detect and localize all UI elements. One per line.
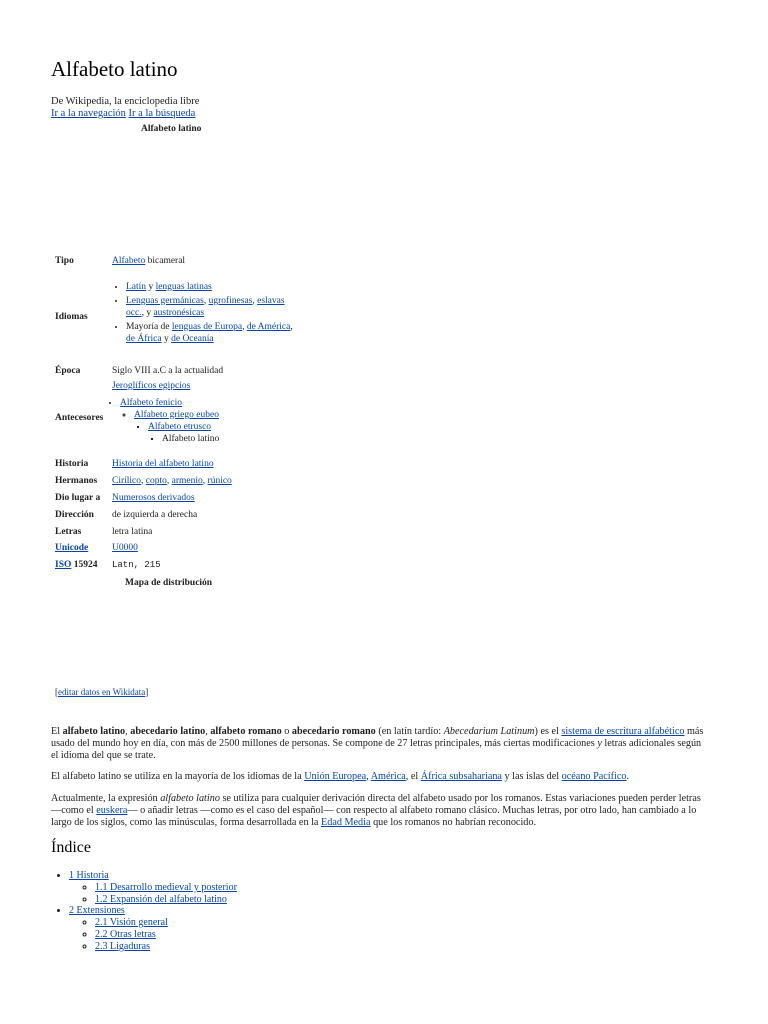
separator: ,	[242, 321, 247, 332]
text: o	[281, 726, 292, 737]
wikidata-edit	[55, 687, 305, 698]
toc-item	[95, 882, 237, 894]
infobox-row-direccion	[51, 510, 301, 522]
separator: ,	[252, 295, 258, 306]
table-of-contents	[60, 870, 237, 953]
list-item: ▪ Alfabeto latino	[162, 434, 301, 446]
infobox-label-historia: Historia	[55, 459, 89, 469]
text: ) es el	[534, 726, 562, 737]
bold-term: alfabeto latino	[62, 726, 126, 737]
toc-item	[95, 894, 237, 906]
text: que los romanos no habrían reconocido.	[370, 817, 537, 829]
toc-link-expansion[interactable]: 1.2 Expansión del alfabeto latino	[95, 893, 227, 905]
toc-item	[69, 905, 237, 952]
infobox-value-iso: Latn, 215	[112, 560, 161, 570]
list-item	[148, 422, 301, 446]
text: se utiliza para cualquier derivación directa del alfabeto usado por los romanos. Estas variaciones pueden perder letras —como el	[51, 793, 701, 817]
separator: ,	[290, 321, 293, 332]
italic-term: alfabeto latino	[160, 793, 220, 804]
list-item	[120, 398, 301, 446]
euskera-link[interactable]: euskera	[96, 805, 128, 817]
infobox-label-epoca: Época	[55, 366, 81, 376]
intro-paragraph-1	[51, 726, 711, 763]
sistema-escritura-link[interactable]: sistema de escritura alfabético	[561, 726, 685, 737]
toc-link-vision-general[interactable]: 2.1 Visión general	[95, 917, 168, 929]
toc-item	[69, 870, 237, 905]
alfabeto-griego-link[interactable]: Alfabeto griego eubeo	[134, 409, 219, 420]
alfabeto-fenicio-link[interactable]: Alfabeto fenicio	[120, 397, 182, 408]
derivados-link[interactable]: Numerosos derivados	[112, 493, 195, 503]
toc-item	[95, 929, 237, 941]
infobox-row-epoca	[51, 366, 301, 378]
infobox-value-dio-lugar	[112, 493, 301, 505]
bold-term: abecedario latino	[130, 726, 206, 737]
de-oceania-link[interactable]: de Oceanía	[171, 333, 214, 344]
text: más usado del mundo hoy en día, con más de 2500 millones de personas. Se compone de 27 letras principales, más ciertas modificaciones	[51, 726, 704, 750]
edad-media-link[interactable]: Edad Media	[321, 817, 371, 829]
intro-paragraph-2	[51, 771, 711, 783]
infobox-label-letras: Letras	[55, 527, 82, 537]
lenguas-latinas-link[interactable]: lenguas latinas	[155, 282, 212, 292]
text: Actualmente, la expresión	[51, 793, 161, 804]
infobox-row-letras	[51, 527, 301, 539]
text: (en latín tardío:	[375, 726, 444, 737]
text: .	[626, 771, 629, 782]
armenio-link[interactable]: armenio	[171, 476, 203, 486]
infobox-row-historia	[51, 459, 301, 471]
infobox-row-dio-lugar	[51, 493, 301, 505]
separator: , y	[141, 307, 154, 318]
toc-link-extensiones[interactable]: 2 Extensiones	[69, 905, 125, 917]
de-africa-link[interactable]: de África	[126, 333, 162, 344]
unicode-link[interactable]: Unicode	[55, 543, 89, 553]
bold-term: alfabeto romano	[210, 726, 282, 737]
oceano-pacifico-link[interactable]: océano Pacífico	[561, 771, 627, 782]
list-item	[126, 282, 301, 294]
page-subtitle: De Wikipedia, la enciclopedia libre	[51, 96, 200, 107]
america-link[interactable]: América	[370, 771, 406, 782]
text: y las islas del	[501, 771, 562, 782]
africa-subsahariana-link[interactable]: África subsahariana	[420, 771, 502, 782]
text: El	[51, 726, 63, 737]
toc-link-historia[interactable]: 1 Historia	[69, 870, 109, 881]
infobox-value-idiomas	[112, 282, 301, 345]
ugrofinesas-link[interactable]: ugrofinesas	[208, 295, 253, 306]
austronesicas-link[interactable]: austronésicas	[153, 307, 205, 318]
text: ,	[366, 771, 371, 782]
infobox-label-unicode	[51, 543, 112, 555]
infobox-value-epoca: Siglo VIII a.C a la actualidad	[112, 366, 224, 376]
infobox-row-antecesores	[51, 381, 301, 445]
infobox-value-tipo	[112, 256, 301, 268]
jump-to-search-link[interactable]: Ir a la búsqueda	[128, 108, 196, 119]
infobox-value-historia	[112, 459, 301, 471]
union-europea-link[interactable]: Unión Europea	[304, 771, 367, 782]
separator: ,	[203, 295, 209, 306]
toc-item	[95, 917, 237, 929]
eslavas-link[interactable]: eslavas occ.	[126, 295, 285, 318]
text: , el	[405, 771, 421, 782]
toc-heading: Índice	[51, 839, 91, 856]
text: — o añadir letras —como es el caso del español— con respecto al alfabeto romano clásico. Muchas letras, por otro lado, han cambiado a lo largo de los siglos, como las minúsculas, forma desarrollada en la	[51, 805, 697, 829]
jump-to-navigation-link[interactable]: Ir a la navegación	[51, 108, 126, 119]
separator: ,	[166, 476, 172, 486]
infobox-label-direccion: Dirección	[55, 510, 94, 520]
intro-paragraph-3	[51, 793, 711, 830]
text: El alfabeto latino se utiliza en la mayoría de los idiomas de la	[51, 771, 305, 782]
jump-links	[51, 107, 195, 120]
list-item	[126, 322, 301, 346]
cirilico-link[interactable]: Cirílico	[112, 476, 142, 486]
infobox-caption: Alfabeto latino	[141, 124, 202, 134]
separator: ,	[141, 476, 146, 486]
lenguas-germanicas-link[interactable]: Lenguas germánicas	[126, 295, 204, 306]
toc-link-desarrollo-medieval[interactable]: 1.1 Desarrollo medieval y posterior	[95, 881, 237, 893]
italic-term: Abecedarium Latinum	[443, 726, 535, 737]
infobox-row-idiomas	[51, 282, 301, 345]
infobox-value-direccion: de izquierda a derecha	[112, 510, 198, 520]
infobox-label-dio-lugar: Dio lugar a	[55, 493, 101, 503]
de-america-link[interactable]: de América	[246, 321, 291, 332]
alfabeto-etrusco-link[interactable]: Alfabeto etrusco	[148, 421, 212, 432]
page-title: Alfabeto latino	[51, 57, 178, 81]
bracket: [	[55, 687, 58, 697]
iso-link[interactable]: ISO	[55, 560, 72, 570]
infobox-value-hermanos	[112, 476, 301, 488]
unicode-value-link[interactable]: U0000	[112, 543, 138, 553]
runico-link[interactable]: rúnico	[207, 476, 232, 486]
jeroglificos-link[interactable]: Jeroglíficos egipcios	[112, 381, 191, 391]
list-item	[134, 410, 301, 446]
infobox-row-tipo	[51, 256, 301, 268]
toc-link-ligaduras[interactable]: 2.3 Ligaduras	[95, 940, 150, 952]
infobox-row-unicode	[51, 543, 301, 555]
bold-term: abecedario romano	[291, 726, 376, 737]
map-caption: Mapa de distribución	[125, 578, 213, 588]
infobox-label-hermanos: Hermanos	[55, 476, 98, 486]
historia-link[interactable]: Historia del alfabeto latino	[112, 459, 214, 469]
copto-link[interactable]: copto	[145, 476, 167, 486]
infobox-label-iso	[51, 560, 112, 572]
iso-label-text: 15924	[71, 560, 98, 570]
italic-term: y	[597, 738, 602, 750]
toc-link-otras-letras[interactable]: 2.2 Otras letras	[95, 928, 156, 940]
infobox-value-antecesores	[106, 381, 301, 445]
toc-item	[95, 941, 237, 953]
bracket: ]	[145, 687, 149, 697]
separator: y	[161, 333, 172, 344]
tipo-text: bicameral	[145, 256, 186, 266]
infobox-label-antecesores: Antecesores	[55, 413, 104, 423]
list-item	[126, 296, 301, 320]
infobox-label-tipo: Tipo	[55, 256, 74, 266]
infobox-value-letras: letra latina	[112, 527, 153, 537]
infobox-label-idiomas: Idiomas	[55, 312, 88, 322]
lenguas-europa-link[interactable]: lenguas de Europa	[171, 321, 243, 332]
infobox-row-hermanos	[51, 476, 301, 488]
text: Mayoría de	[126, 321, 172, 332]
alfabeto-link[interactable]: Alfabeto	[112, 256, 146, 266]
text: letras adicionales según el idioma del que se trate.	[51, 738, 702, 762]
separator: ,	[202, 476, 208, 486]
wikidata-edit-link[interactable]: editar datos en Wikidata	[58, 687, 146, 697]
separator: y	[146, 282, 156, 292]
text: ,	[125, 726, 131, 737]
infobox-row-iso	[51, 560, 301, 572]
latin-link[interactable]: Latín	[126, 282, 147, 292]
text: ,	[205, 726, 211, 737]
infobox-value-unicode	[112, 543, 301, 555]
